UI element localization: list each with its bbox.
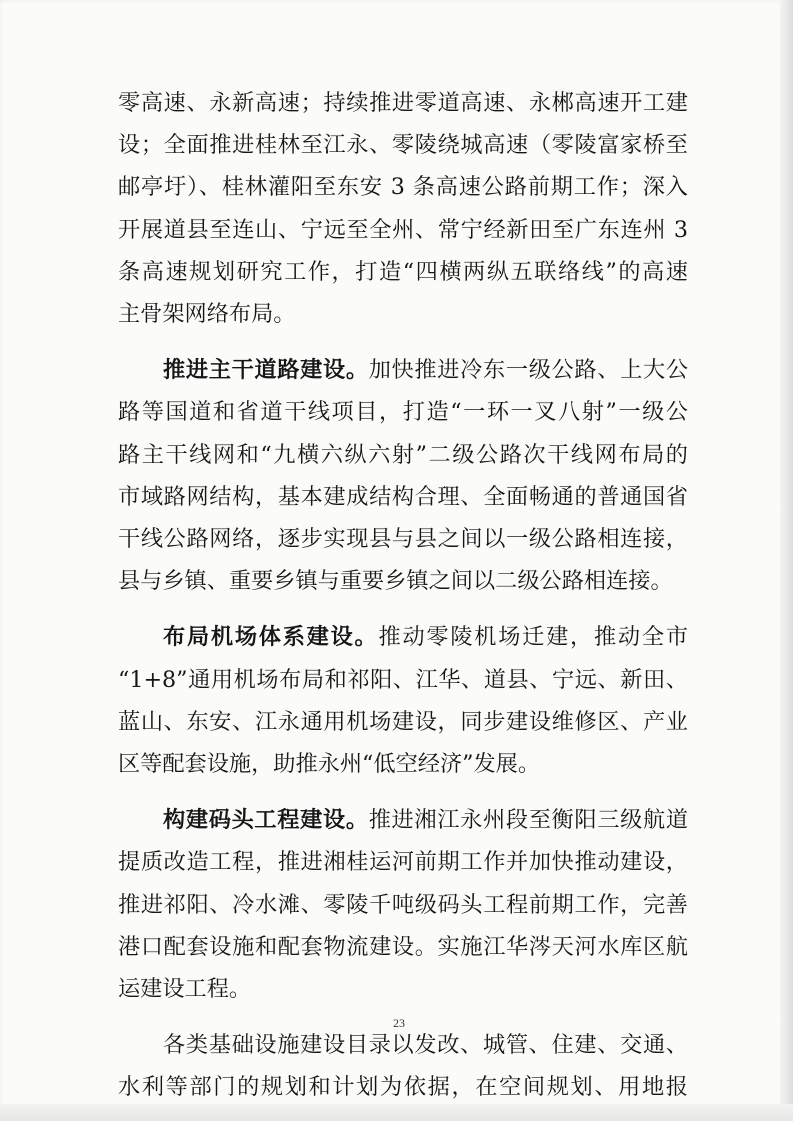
text-line: 开展道县至连山、宁远至全州、常宁经新田至广东连州 3 bbox=[118, 216, 688, 243]
paragraph-heading: 推进主干道路建设。 bbox=[163, 357, 369, 384]
text-line: 市域路网结构，基本建成结构合理、全面畅通的普通国省 bbox=[118, 483, 688, 510]
text-line: 零高速、永新高速；持续推进零道高速、永郴高速开工建 bbox=[118, 90, 688, 116]
text-line: 推进祁阳、冷水滩、零陵千吨级码头工程前期工作，完善 bbox=[118, 891, 688, 918]
paragraph-highways bbox=[118, 82, 688, 335]
text-line: 各类基础设施建设目录以发改、城管、住建、交通、 bbox=[163, 1032, 688, 1059]
text-line: 主骨架网络布局。 bbox=[118, 301, 296, 328]
text-line: “1+8”通用机场布局和祁阳、江华、道县、宁远、新田、 bbox=[118, 666, 688, 693]
paragraph-main-roads bbox=[118, 349, 688, 602]
text-line: 设；全面推进桂林至江永、零陵绕城高速（零陵富家桥至 bbox=[118, 132, 688, 159]
document-body bbox=[118, 82, 688, 1109]
text-line: 条高速规划研究工作，打造“四横两纵五联络线”的高速 bbox=[118, 258, 688, 285]
text-line: 县与乡镇、重要乡镇与重要乡镇之间以二级公路相连接。 bbox=[118, 568, 673, 595]
paragraph-airports bbox=[118, 616, 688, 785]
text-line: 水利等部门的规划和计划为依据，在空间规划、用地报 bbox=[118, 1074, 688, 1101]
text-line: 构建码头工程建设。推进湘江永州段至衡阳三级航道 bbox=[163, 807, 689, 834]
text-line: 干线公路网络，逐步实现县与县之间以一级公路相连接， bbox=[118, 526, 688, 553]
paragraph-heading: 构建码头工程建设。 bbox=[163, 807, 369, 834]
text-line: 邮亭圩）、桂林灌阳至东安 3 条高速公路前期工作；深入 bbox=[118, 174, 688, 201]
text-line: 蓝山、东安、江永通用机场建设，同步建设维修区、产业 bbox=[118, 708, 688, 735]
text-line: 港口配套设施和配套物流建设。实施江华涔天河水库区航 bbox=[118, 933, 688, 960]
paragraph-catalog bbox=[118, 1024, 688, 1108]
text-line: 运建设工程。 bbox=[118, 976, 252, 1003]
text-line: 路主干线网和“九横六纵六射”二级公路次干线网布局的 bbox=[118, 441, 688, 468]
paragraph-heading: 布局机场体系建设。 bbox=[163, 624, 379, 651]
paragraph-docks bbox=[118, 799, 688, 1010]
page-number: 23 bbox=[393, 1016, 405, 1030]
scan-shadow-right bbox=[780, 0, 793, 1121]
text-line: 路等国道和省道干线项目，打造“一环一叉八射”一级公 bbox=[118, 399, 688, 426]
text-line: 提质改造工程，推进湘桂运河前期工作并加快推动建设， bbox=[118, 849, 688, 876]
text-line: 布局机场体系建设。推动零陵机场迁建，推动全市 bbox=[163, 624, 689, 651]
text-line: 推进主干道路建设。加快推进冷东一级公路、上大公 bbox=[163, 357, 689, 384]
text-line: 区等配套设施，助推永州“低空经济”发展。 bbox=[118, 751, 541, 778]
